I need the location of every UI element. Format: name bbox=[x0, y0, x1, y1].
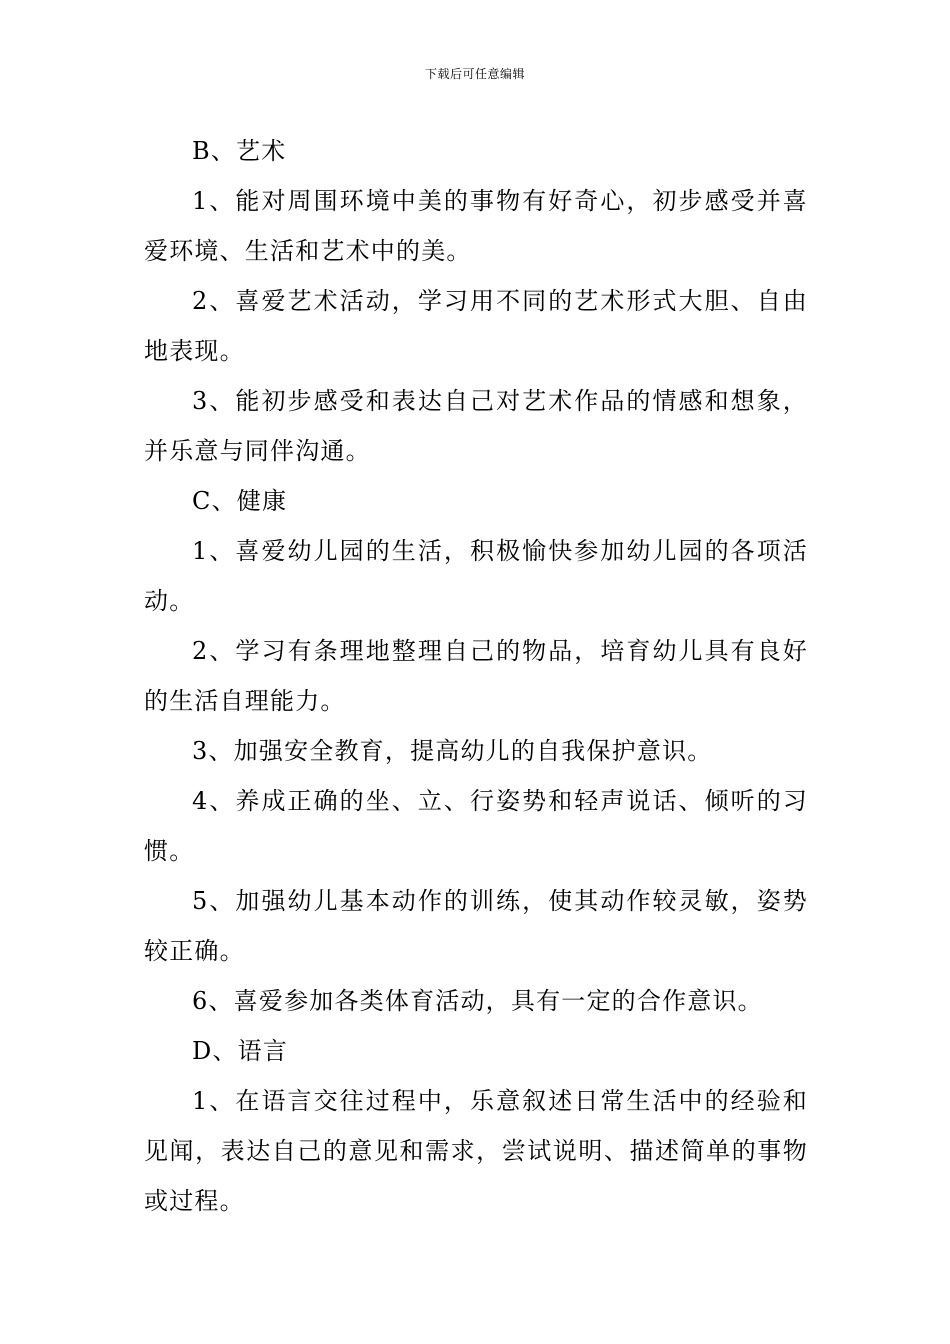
paragraph: 1、能对周围环境中美的事物有好奇心，初步感受并喜爱环境、生活和艺术中的美。 bbox=[144, 187, 808, 265]
paragraph: 5、加强幼儿基本动作的训练，使其动作较灵敏，姿势较正确。 bbox=[144, 887, 808, 965]
page-header-note: 下载后可任意编辑 bbox=[424, 67, 525, 81]
paragraph: 3、能初步感受和表达自己对艺术作品的情感和想象，并乐意与同伴沟通。 bbox=[144, 387, 808, 465]
section-heading-language: D、语言 bbox=[192, 1037, 289, 1065]
section-heading-art: B、艺术 bbox=[192, 137, 287, 165]
paragraph: 1、喜爱幼儿园的生活，积极愉快参加幼儿园的各项活动。 bbox=[144, 537, 808, 615]
document-body bbox=[144, 126, 808, 1226]
paragraph: 2、学习有条理地整理自己的物品，培育幼儿具有良好的生活自理能力。 bbox=[144, 637, 808, 715]
section-heading-health: C、健康 bbox=[192, 487, 288, 515]
paragraph: 1、在语言交往过程中，乐意叙述日常生活中的经验和见闻，表达自己的意见和需求，尝试说明、描述简单的事物或过程。 bbox=[144, 1087, 808, 1215]
paragraph: 2、喜爱艺术活动，学习用不同的艺术形式大胆、自由地表现。 bbox=[144, 287, 808, 365]
paragraph: 4、养成正确的坐、立、行姿势和轻声说话、倾听的习惯。 bbox=[144, 787, 808, 865]
paragraph: 3、加强安全教育，提高幼儿的自我保护意识。 bbox=[192, 737, 713, 765]
paragraph: 6、喜爱参加各类体育活动，具有一定的合作意识。 bbox=[192, 987, 763, 1015]
